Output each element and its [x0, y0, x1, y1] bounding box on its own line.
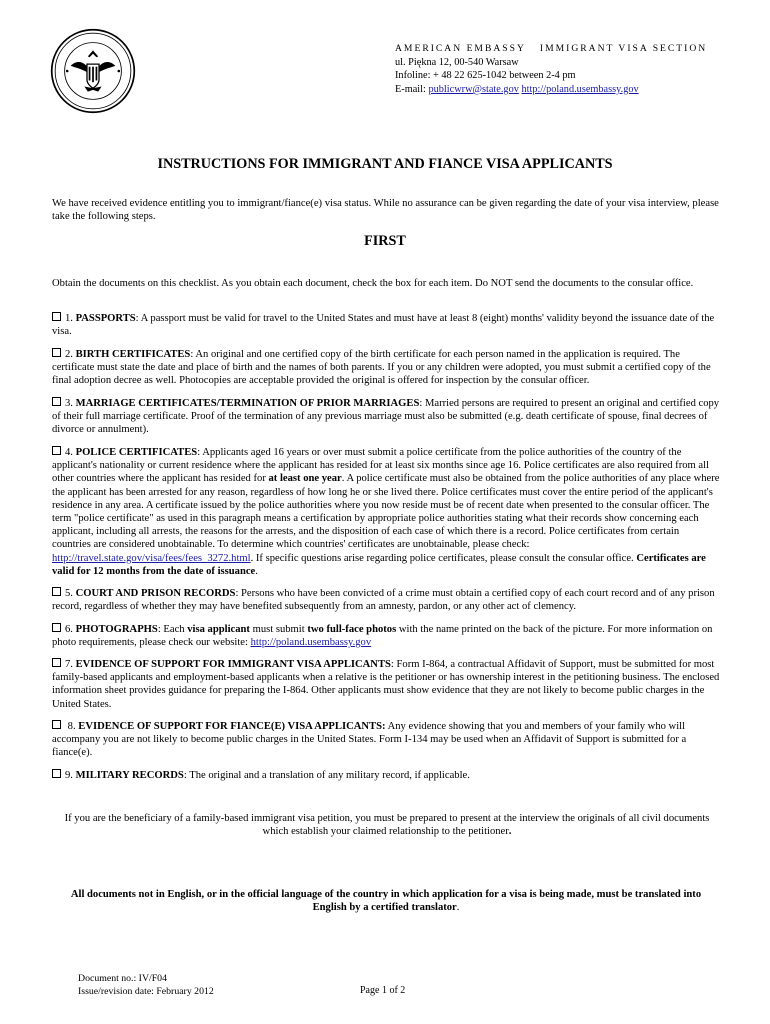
item-bold: Certificates are valid for 12 months from the date of issuance: [52, 552, 706, 577]
checklist-item-passports: [52, 312, 720, 338]
family-note-text: If you are the beneficiary of a family-based immigrant visa petition, you must be prepared to present at the interview the originals of all civil documents which establish your claimed relationship to the petitioner: [64, 813, 710, 838]
item-title: POLICE CERTIFICATES: [75, 447, 198, 458]
checklist-item-support-fiance: [52, 720, 720, 760]
document-footer: [78, 972, 214, 998]
item-title: EVIDENCE OF SUPPORT FOR IMMIGRANT VISA APPLICANTS: [75, 659, 391, 670]
item-text: : Form I-864, a contractual Affidavit of Support, must be submitted for most family-based applicants and employment-based applicants when a relative is the petitioner or has ownership interest in the petitioning business. The enclosed information sheet provides guidance for preparing the I-864. Other applicants must show evidence that they are not likely to become public charges in the United States.: [52, 659, 720, 710]
embassy-email-line: [395, 83, 707, 97]
checkbox-marriage[interactable]: [52, 397, 61, 406]
item-text: .: [255, 565, 258, 577]
item-number: 5.: [65, 588, 76, 599]
item-title: BIRTH CERTIFICATES: [75, 349, 191, 360]
item-number: 9.: [65, 770, 76, 781]
translation-note: [56, 888, 716, 914]
item-bold: two full-face photos: [307, 624, 397, 635]
checkbox-support-fiance[interactable]: [52, 720, 61, 729]
item-text: . If specific questions arise regarding police certificates, please consult the consular office.: [250, 552, 637, 564]
website-link[interactable]: http://poland.usembassy.gov: [521, 83, 639, 95]
checkbox-photos[interactable]: [52, 623, 61, 632]
checklist-item-military: [52, 769, 720, 782]
item-title: MILITARY RECORDS: [75, 770, 184, 781]
translation-note-end: .: [456, 902, 460, 914]
item-text: with the name printed on the back of the picture. For more information on photo requirements, please check our website:: [52, 624, 713, 649]
item-title: COURT AND PRISON RECORDS: [75, 588, 236, 599]
document-title: INSTRUCTIONS FOR IMMIGRANT AND FIANCE VISA APPLICANTS: [157, 156, 613, 172]
item-text: : Applicants aged 16 years or over must submit a police certificate from the police authorities of the country of the applicant's nationality or current residence where the applicant has resided for at least six months since age 16. Police certificates are also required from all other countries where the applicant has resided for: [52, 447, 709, 485]
item-number: 4.: [65, 447, 76, 458]
item-number: 8.: [65, 721, 79, 732]
checkbox-birth[interactable]: [52, 348, 61, 357]
checklist-item-photos: [52, 623, 720, 649]
item-bold: visa applicant: [187, 624, 250, 635]
embassy-address: ul. Piękna 12, 00-540 Warsaw: [395, 56, 519, 68]
item-number: 3.: [65, 398, 76, 409]
item-number: 6.: [65, 624, 76, 635]
checklist-item-court: [52, 587, 720, 613]
checkbox-military[interactable]: [52, 769, 61, 778]
item-text: : The original and a translation of any military record, if applicable.: [183, 770, 470, 781]
item-text: : Each: [157, 624, 188, 635]
checklist-intro: Obtain the documents on this checklist. As you obtain each document, check the box for each item. Do NOT send the documents to the consular office.: [52, 278, 694, 289]
embassy-name: AMERICAN EMBASSY: [395, 43, 526, 54]
item-text: must submit: [249, 624, 308, 635]
first-heading: FIRST: [364, 233, 406, 249]
email-link[interactable]: publicwrw@state.gov: [428, 83, 519, 95]
checklist-item-marriage: [52, 397, 720, 437]
item-text: : An original and one certified copy of the birth certificate for each person named in the application is required. The certificate must state the date and place of birth and the names of both parents. If you or any children were adopted, you must submit a certified copy of the final adoption decree as well. Photocopies are acceptable provided the original is offered for inspection by the consular officer.: [52, 349, 711, 387]
item-text: . A police certificate must also be obtained from the police authorities of any place where the applicant has been arrested for any reason, regardless of how long he or she lived there. Police certificates must cover the entire period of the applicant's residence in any area. A certificate issued by the police authorities where you now reside must be of recent date when presented to the consular officer. The term "police certificate" as used in this paragraph means a certification by appropriate police authorities stating what their records show concerning each applicant, including all arrests, the reasons for the arrests, and the disposition of each case of which there is a record. Police certificates from certain countries are considered unobtainable. To determine which countries' certificates are unobtainable, please check:: [52, 473, 720, 551]
checkbox-passports[interactable]: [52, 312, 61, 321]
checklist-item-support-iv: [52, 658, 720, 711]
department-of-state-seal-icon: [50, 28, 136, 114]
checkbox-court[interactable]: [52, 587, 61, 596]
item-title: EVIDENCE OF SUPPORT FOR FIANCE(E) VISA APPLICANTS:: [78, 721, 386, 732]
section-name: IMMIGRANT VISA SECTION: [539, 43, 708, 54]
item-bold: at least one year: [268, 473, 342, 485]
item-text: : Persons who have been convicted of a crime must obtain a certified copy of each court record and of any prison record, regardless of whether they may have benefited subsequently from an amnesty, pardon, or any other act of clemency.: [52, 588, 715, 613]
item-number: 7.: [65, 659, 76, 670]
document-number: Document no.: IV/F04: [78, 973, 167, 984]
item-number: 2.: [65, 349, 76, 360]
embassy-infoline: Infoline: + 48 22 625-1042 between 2-4 pm: [395, 70, 576, 82]
item-text: Any evidence showing that you and members of your family who will accompany you are not likely to become public charges in the United States. Form I-134 may be used when an Affidavit of Support is submitted for a fiance(e).: [52, 721, 687, 759]
item-text: : Married persons are required to present an original and certified copy of their full marriage certificate. Proof of the termination of any previous marriage must also be submitted (e.g. death certificate of spouse, final decrees of divorce or annulment).: [52, 398, 720, 436]
item-title: PHOTOGRAPHS: [75, 624, 158, 635]
photo-requirements-link[interactable]: http://poland.usembassy.gov: [250, 637, 372, 649]
email-label: E-mail:: [395, 83, 429, 95]
embassy-name-line: [395, 42, 707, 56]
embassy-header: [395, 42, 707, 96]
checkbox-support-iv[interactable]: [52, 658, 61, 667]
revision-date: Issue/revision date: February 2012: [78, 986, 214, 997]
page-number: Page 1 of 2: [360, 985, 406, 996]
checklist-item-police: [52, 446, 720, 578]
family-note-end: .: [508, 826, 512, 838]
translation-note-text: All documents not in English, or in the official language of the country in which application for a visa is being made, must be translated into English by a certified translator: [70, 889, 702, 914]
family-based-note: [62, 812, 712, 838]
intro-paragraph: We have received evidence entitling you to immigrant/fiance(e) visa status. While no assurance can be given regarding the date of your visa interview, please take the following steps.: [52, 198, 719, 223]
item-text: : A passport must be valid for travel to the United States and must have at least 8 (eight) months' validity beyond the issuance date of the visa.: [52, 313, 715, 338]
checklist-item-birth: [52, 348, 720, 388]
item-title: PASSPORTS: [75, 313, 136, 324]
police-certificates-link[interactable]: http://travel.state.gov/visa/fees/fees_3272.html: [52, 552, 251, 564]
item-title: MARRIAGE CERTIFICATES/TERMINATION OF PRIOR MARRIAGES: [75, 398, 420, 409]
checkbox-police[interactable]: [52, 446, 61, 455]
item-number: 1.: [65, 313, 76, 324]
